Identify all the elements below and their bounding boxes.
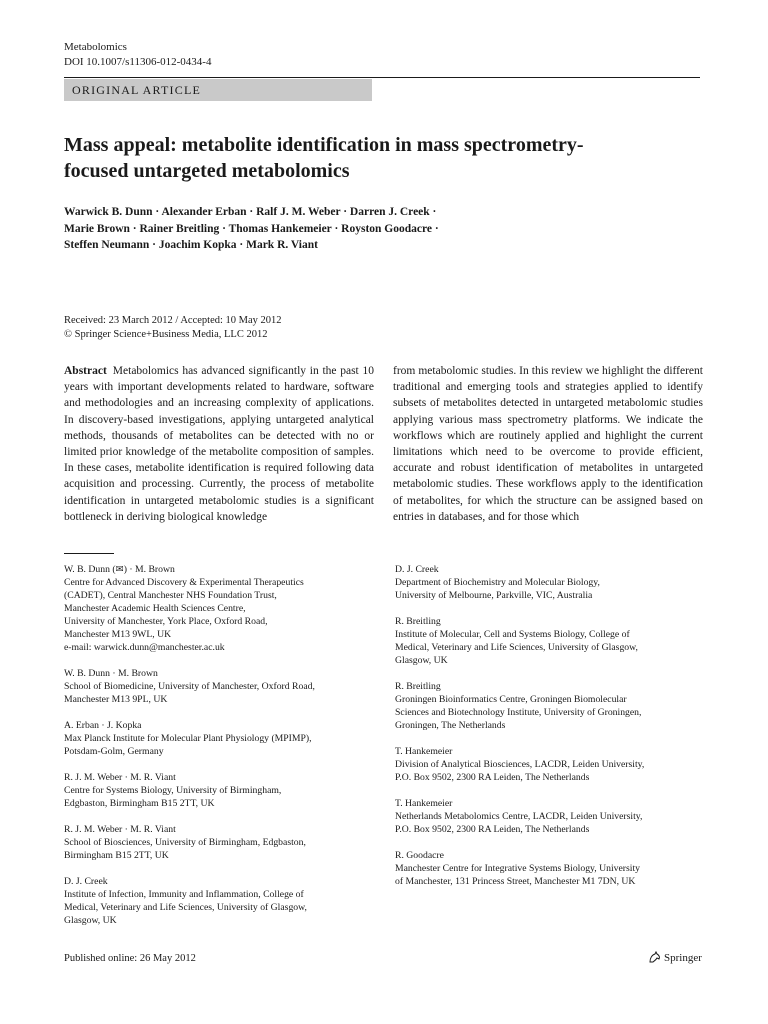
journal-header	[64, 40, 211, 70]
affiliation-line[interactable]: e-mail: warwick.dunn@manchester.ac.uk	[64, 642, 225, 653]
abstract-text-right: from metabolomic studies. In this review we highlight the different traditional and emerging tools and strategies applied to identify subsets of metabolites detected in untargeted metabolomic studies applying various mass spectrometry platforms. We indicate the workflows which are routinely applied and highlight the current limitations which need to be overcome to provide efficient, accurate and robust identification of metabolites in untargeted metabolomic studies. These workflows apply to the identification of metabolites, for which the structure can be assigned based on entries in databases, and for those which	[393, 365, 703, 523]
affiliation-line: Division of Analytical Biosciences, LACDR, Leiden University,	[395, 759, 645, 770]
affiliation-authors: D. J. Creek	[64, 876, 108, 887]
copyright: © Springer Science+Business Media, LLC 2012	[64, 329, 268, 340]
affiliation	[395, 563, 700, 602]
affiliation-line: School of Biomedicine, University of Manchester, Oxford Road,	[64, 681, 315, 692]
affiliation-line: Manchester M13 9WL, UK	[64, 629, 172, 640]
affiliation-line: Manchester M13 9PL, UK	[64, 694, 168, 705]
abstract-left-column	[64, 363, 374, 525]
affiliation-authors: W. B. Dunn (✉) · M. Brown	[64, 564, 175, 575]
author-line: Marie Brown · Rainer Breitling · Thomas Hankemeier · Royston Goodacre ·	[64, 222, 439, 235]
affiliation-line: P.O. Box 9502, 2300 RA Leiden, The Netherlands	[395, 772, 590, 783]
affiliation-line: Potsdam-Golm, Germany	[64, 746, 164, 757]
abstract-label: Abstract	[64, 365, 107, 377]
affiliation-authors: T. Hankemeier	[395, 746, 453, 757]
affiliation-line: Glasgow, UK	[395, 655, 448, 666]
affiliation-line: Glasgow, UK	[64, 915, 117, 926]
affiliation-authors: R. Breitling	[395, 681, 441, 692]
affiliation-line: University of Manchester, York Place, Oxford Road,	[64, 616, 268, 627]
affiliation-line: (CADET), Central Manchester NHS Foundation Trust,	[64, 590, 277, 601]
received-accepted: Received: 23 March 2012 / Accepted: 10 May 2012	[64, 315, 282, 326]
affiliation-line: Birmingham B15 2TT, UK	[64, 850, 169, 861]
affiliation-line: Institute of Molecular, Cell and Systems Biology, College of	[395, 629, 630, 640]
header-rule	[64, 77, 700, 78]
affiliation-line: Medical, Veterinary and Life Sciences, University of Glasgow,	[395, 642, 638, 653]
affiliation	[395, 797, 700, 836]
affiliation-authors: R. J. M. Weber · M. R. Viant	[64, 772, 176, 783]
author-list	[64, 204, 624, 254]
affiliation	[64, 563, 369, 654]
affiliation-line: Centre for Advanced Discovery & Experimental Therapeutics	[64, 577, 304, 588]
affiliation-authors: W. B. Dunn · M. Brown	[64, 668, 158, 679]
affiliation-line: University of Melbourne, Parkville, VIC, Australia	[395, 590, 593, 601]
published-online: Published online: 26 May 2012	[64, 953, 196, 964]
affiliation-line: School of Biosciences, University of Birmingham, Edgbaston,	[64, 837, 306, 848]
affiliation-line: Manchester Centre for Integrative Systems Biology, University	[395, 863, 641, 874]
affiliation	[395, 849, 700, 888]
article-type-banner: ORIGINAL ARTICLE	[64, 79, 372, 101]
doi[interactable]: DOI 10.1007/s11306-012-0434-4	[64, 56, 212, 68]
affiliation-authors: T. Hankemeier	[395, 798, 453, 809]
affiliation-line: Groningen Bioinformatics Centre, Groningen Biomolecular	[395, 694, 627, 705]
affiliation	[395, 745, 700, 784]
affiliation-line: Max Planck Institute for Molecular Plant Physiology (MPIMP),	[64, 733, 312, 744]
abstract-text-left: Metabolomics has advanced significantly in the past 10 years with important developments related to hardware, software and methodologies and an increasing complexity of applications. In discovery-based investigations, applying untargeted analytical methods, thousands of metabolites can be detected with no or limited prior knowledge of the metabolite composition of samples. In these cases, metabolite identification is required following data acquisition and processing. Currently, the process of metabolite identification in untargeted metabolomic studies is a significant bottleneck in deriving biological knowledge	[64, 365, 374, 523]
affiliation-line: P.O. Box 9502, 2300 RA Leiden, The Netherlands	[395, 824, 590, 835]
affiliation	[64, 771, 369, 810]
affiliations-right	[395, 563, 700, 901]
springer-horse-icon	[648, 951, 661, 964]
footnote-rule	[64, 553, 114, 554]
author-line: Warwick B. Dunn · Alexander Erban · Ralf J. M. Weber · Darren J. Creek ·	[64, 206, 437, 218]
affiliation-line: Edgbaston, Birmingham B15 2TT, UK	[64, 798, 215, 809]
publisher-name: Springer	[664, 951, 702, 964]
affiliation	[64, 875, 369, 927]
affiliation-line: Sciences and Biotechnology Institute, University of Groningen,	[395, 707, 642, 718]
affiliation	[64, 719, 369, 758]
publisher-logo[interactable]	[648, 951, 702, 964]
affiliations-left	[64, 563, 369, 940]
affiliation-line: Netherlands Metabolomics Centre, LACDR, Leiden University,	[395, 811, 643, 822]
affiliation-line: Department of Biochemistry and Molecular Biology,	[395, 577, 600, 588]
affiliation-authors: R. Breitling	[395, 616, 441, 627]
affiliation-authors: D. J. Creek	[395, 564, 439, 575]
journal-name: Metabolomics	[64, 41, 127, 53]
affiliation-line: Institute of Infection, Immunity and Inflammation, College of	[64, 889, 304, 900]
affiliation	[64, 667, 369, 706]
abstract-right-column	[393, 363, 703, 525]
affiliation-line: of Manchester, 131 Princess Street, Manchester M1 7DN, UK	[395, 876, 636, 887]
affiliation-line: Medical, Veterinary and Life Sciences, University of Glasgow,	[64, 902, 307, 913]
author-line: Steffen Neumann · Joachim Kopka · Mark R. Viant	[64, 239, 318, 251]
affiliation-authors: R. J. M. Weber · M. R. Viant	[64, 824, 176, 835]
article-title: Mass appeal: metabolite identification in mass spectrometry-focused untargeted metabolomics	[64, 134, 584, 182]
affiliation-line: Centre for Systems Biology, University of Birmingham,	[64, 785, 282, 796]
dates-block	[64, 314, 282, 342]
affiliation-authors: R. Goodacre	[395, 850, 444, 861]
affiliation	[395, 615, 700, 667]
affiliation-authors: A. Erban · J. Kopka	[64, 720, 142, 731]
affiliation-line: Groningen, The Netherlands	[395, 720, 506, 731]
affiliation	[64, 823, 369, 862]
affiliation	[395, 680, 700, 732]
affiliation-line: Manchester Academic Health Sciences Centre,	[64, 603, 246, 614]
